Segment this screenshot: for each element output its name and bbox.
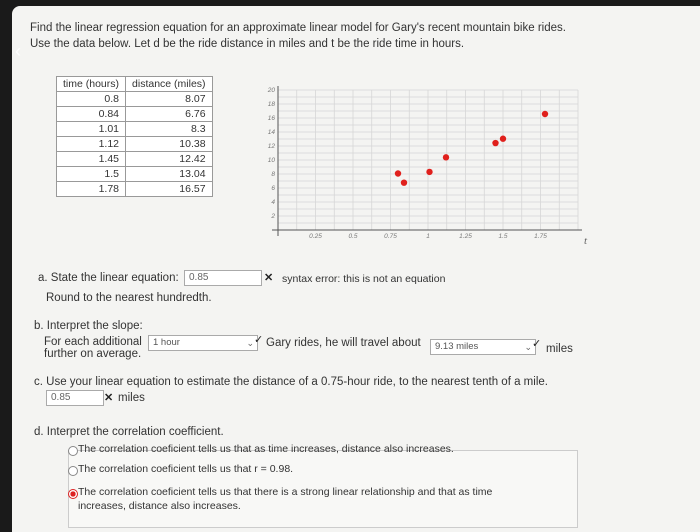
- chevron-left-icon[interactable]: ‹: [15, 41, 21, 61]
- option-1-label[interactable]: The correlation coeficient tells us that as time increases, distance also increases.: [78, 443, 454, 455]
- table-row: [57, 92, 213, 107]
- slope-text-2: Gary rides, he will travel about: [266, 337, 421, 349]
- y-tick-label: 20: [267, 87, 275, 94]
- distance-cell: 12.42: [126, 152, 213, 167]
- slope-text-4: further on average.: [44, 348, 142, 360]
- time-cell: 0.8: [57, 92, 126, 107]
- part-c-prompt: c. Use your linear equation to estimate the distance of a 0.75-hour ride, to the nearest tenth of a mile.: [34, 376, 548, 388]
- time-cell: 1.78: [57, 182, 126, 197]
- x-tick-label: 1.75: [534, 233, 547, 240]
- option-2-radio[interactable]: [68, 466, 78, 476]
- slope-text-1: For each additional: [44, 336, 142, 348]
- table-row: [57, 122, 213, 137]
- round-note: Round to the nearest hundredth.: [46, 292, 212, 304]
- x-tick-label: 0.5: [348, 233, 358, 240]
- distance-unit: miles: [118, 392, 145, 404]
- table-header-time: time (hours): [57, 77, 126, 92]
- x-icon: ✕: [264, 272, 274, 284]
- data-point: [395, 170, 401, 176]
- data-point: [492, 140, 498, 146]
- checkmark-icon: ✓: [254, 334, 264, 346]
- problem-line-1: Find the linear regression equation for an approximate linear model for Gary's recent mountain bike rides.: [30, 22, 566, 34]
- distance-cell: 13.04: [126, 167, 213, 182]
- data-point: [443, 154, 449, 160]
- y-tick-label: 6: [271, 185, 275, 192]
- option-2-label[interactable]: The correlation coeficient tells us that r = 0.98.: [78, 463, 294, 475]
- y-tick-label: 14: [267, 129, 275, 136]
- distance-cell: 8.07: [126, 92, 213, 107]
- time-cell: 1.01: [57, 122, 126, 137]
- y-tick-label: 16: [267, 115, 275, 122]
- y-tick-label: 10: [267, 157, 275, 164]
- table-row: [57, 182, 213, 197]
- x-tick-label: 1: [426, 233, 430, 240]
- chevron-down-icon: ⌄: [524, 342, 532, 352]
- y-tick-label: 2: [271, 213, 275, 220]
- time-unit-select[interactable]: [148, 335, 258, 351]
- screen: [12, 6, 700, 532]
- x-tick-label: 1.5: [498, 233, 508, 240]
- table-row: [57, 137, 213, 152]
- part-a-prompt: a. State the linear equation:: [38, 272, 179, 284]
- distance-cell: 10.38: [126, 137, 213, 152]
- y-tick-label: 4: [271, 199, 275, 206]
- scatter-plot: [252, 80, 592, 250]
- problem-statement: [30, 20, 566, 52]
- time-cell: 1.12: [57, 137, 126, 152]
- table-row: [57, 167, 213, 182]
- option-3-radio[interactable]: [68, 489, 78, 499]
- distance-cell: 16.57: [126, 182, 213, 197]
- table-row: [57, 152, 213, 167]
- time-unit-value: 1 hour: [153, 337, 180, 348]
- y-tick-label: 12: [267, 143, 275, 150]
- part-b-prompt: b. Interpret the slope:: [34, 320, 143, 332]
- x-tick-label: 0.25: [309, 233, 322, 240]
- option-1-radio[interactable]: [68, 446, 78, 456]
- time-cell: 0.84: [57, 107, 126, 122]
- option-3-label[interactable]: The correlation coeficient tells us that there is a strong linear relationship and that as time: [78, 486, 493, 498]
- part-d-prompt: d. Interpret the correlation coefficient.: [34, 426, 224, 438]
- slope-text-3: miles: [546, 343, 573, 355]
- distance-value: 9.13 miles: [435, 341, 479, 352]
- time-cell: 1.45: [57, 152, 126, 167]
- linear-equation-input[interactable]: 0.85: [184, 270, 262, 286]
- data-point: [500, 136, 506, 142]
- x-axis-label: t: [584, 235, 588, 247]
- y-tick-label: 8: [271, 171, 275, 178]
- data-point: [542, 111, 548, 117]
- problem-line-2: Use the data below. Let d be the ride distance in miles and t be the ride time in hours.: [30, 38, 465, 50]
- time-cell: 1.5: [57, 167, 126, 182]
- distance-estimate-input[interactable]: 0.85: [46, 390, 104, 406]
- table-row: [57, 107, 213, 122]
- data-point: [401, 179, 407, 185]
- data-table: [56, 76, 213, 197]
- syntax-error-feedback: syntax error: this is not an equation: [282, 273, 446, 285]
- x-tick-label: 1.25: [459, 233, 472, 240]
- option-3-label-cont[interactable]: increases, distance also increases.: [78, 500, 241, 512]
- chevron-down-icon: ⌄: [246, 338, 254, 348]
- table-header-distance: distance (miles): [126, 77, 213, 92]
- y-tick-label: 18: [267, 101, 275, 108]
- x-tick-label: 0.75: [384, 233, 397, 240]
- checkmark-icon: ✓: [532, 338, 542, 350]
- distance-select[interactable]: [430, 339, 536, 355]
- distance-cell: 6.76: [126, 107, 213, 122]
- data-point: [426, 169, 432, 175]
- distance-cell: 8.3: [126, 122, 213, 137]
- x-icon: ✕: [104, 392, 114, 404]
